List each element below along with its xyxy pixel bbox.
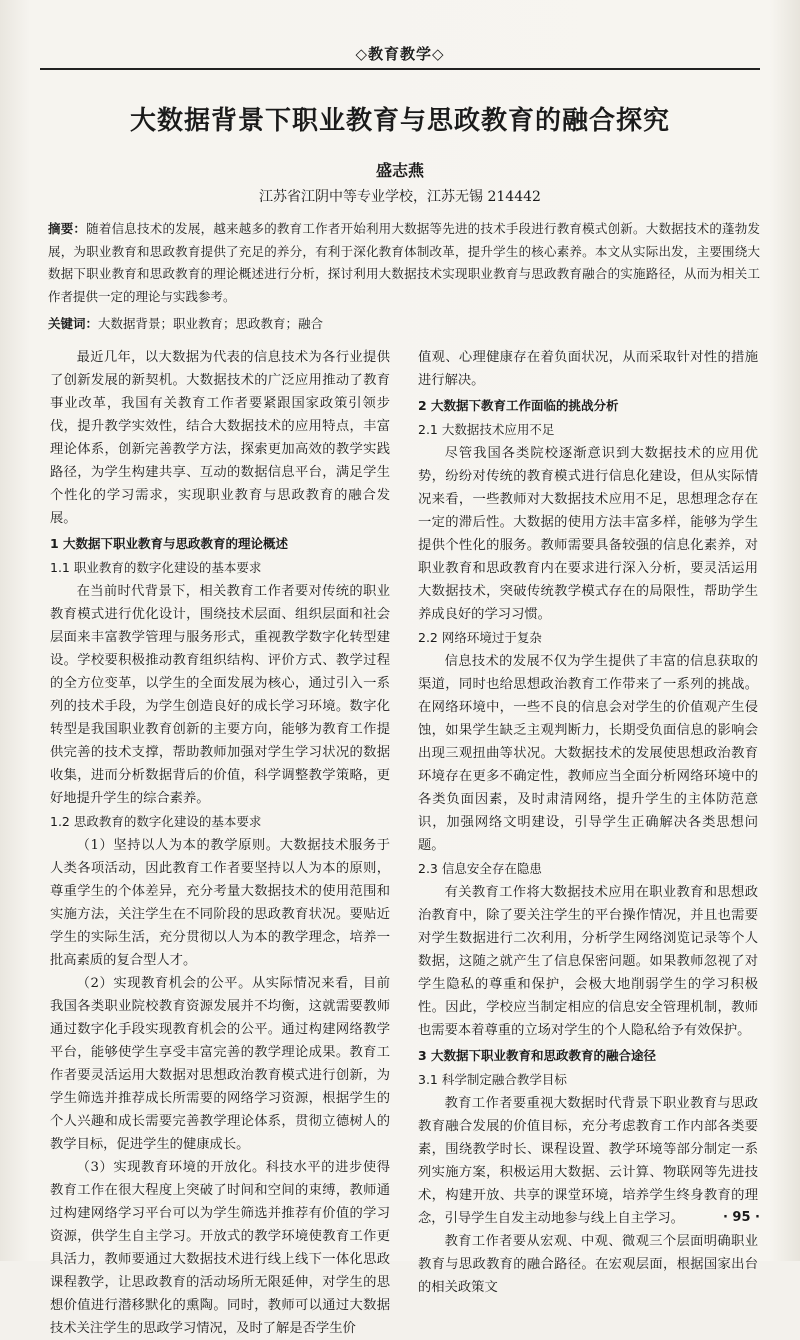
subsection-heading: 1.2 思政教育的数字化建设的基本要求	[50, 814, 262, 829]
section-heading: 1 大数据下职业教育与思政教育的理论概述	[50, 536, 289, 551]
section-header	[40, 40, 760, 70]
abstract-label: 摘要：	[48, 221, 87, 236]
paragraph: 在当前时代背景下，相关教育工作者要对传统的职业教育模式进行优化设计，围绕技术层面、组织层面和社会层面来丰富教学管理与服务形式，重视教学数字化转型建设。学校要积极推动教育组织结构、评价方式、教学过程的全方位变革，以学生的全面发展为核心，通过引入一系列的技术手段，为学生创造良好的成长学习环境。数字化转型是我国职业教育创新的主要方向，能够为教育工作提供完善的技术支撑，帮助教师加强对学生学习状况的数据收集，进而分析数据背后的价值，科学调整教学策略，更好地提升学生的综合素养。	[50, 584, 390, 806]
author-affiliation: 江苏省江阴中等专业学校，江苏无锡 214442	[259, 189, 541, 205]
abstract	[48, 218, 760, 308]
subsection-heading: 3.1 科学制定融合教学目标	[418, 1072, 567, 1087]
paragraph: 最近几年，以大数据为代表的信息技术为各行业提供了创新发展的新契机。大数据技术的广泛应用推动了教育事业改革，我国有关教育工作者要紧跟国家政策引领步伐，提升教学实效性，结合大数据技术的应用特点，丰富理论体系，创新完善教学方法，探索更加高效的教学实践路径，为学生构建共享、互动的数据信息平台，满足学生个性化的学习需求，实现职业教育与思政教育的融合发展。	[50, 350, 390, 526]
subsection-heading: 2.2 网络环境过于复杂	[418, 630, 542, 645]
subsection-heading: 1.1 职业教育的数字化建设的基本要求	[50, 560, 262, 575]
subsection-heading: 2.1 大数据技术应用不足	[418, 422, 555, 437]
paragraph: （3）实现教育环境的开放化。科技水平的进步使得教育工作在很大程度上突破了时间和空间的束缚，教师通过构建网络学习平台可以为学生筛选并推荐有价值的学习资源，供学生自主学习。开放式的教学环境使教育工作更具活力，教师要通过大数据技术进行线上线下一体化思政课程教学，让思政教育的活动场所无限延伸，对学生的思想价值进行潜移默化的熏陶。同时，教师可以通过大数据技术关注学生的思政学习情况，及时了解是否学生价	[50, 1160, 390, 1336]
keywords-label: 关键词：	[48, 316, 99, 331]
paragraph: 教育工作者要重视大数据时代背景下职业教育与思政教育融合发展的价值目标，充分考虑教育工作内部各类要素，围绕教学时长、课程设置、教学环境等部分制定一系列实施方案，积极运用大数据、云计算、物联网等先进技术，构建开放、共享的课堂环境，培养学生终身教育的理念，引导学生自发主动地参与线上自主学习。	[418, 1096, 758, 1226]
section-heading: 3 大数据下职业教育和思政教育的融合途径	[418, 1048, 657, 1063]
keywords	[48, 314, 760, 334]
subsection-heading: 2.3 信息安全存在隐患	[418, 861, 542, 876]
paragraph: 值观、心理健康存在着负面状况，从而采取针对性的措施进行解决。	[418, 350, 758, 388]
paragraph: 尽管我国各类院校逐渐意识到大数据技术的应用优势，纷纷对传统的教育模式进行信息化建设，但从实际情况来看，一些教师对大数据技术应用不足，思想理念存在一定的滞后性。大数据的使用方法丰富多样，能够为学生提供个性化的服务。教师需要具备较强的信息化素养，对职业教育和思政教育内在要求进行深入分析，要灵活运用大数据技术，突破传统教学模式存在的局限性，帮助学生养成良好的学习习惯。	[418, 446, 758, 622]
paragraph: 有关教育工作将大数据技术应用在职业教育和思想政治教育中，除了要关注学生的平台操作情况，并且也需要对学生数据进行二次利用，分析学生网络浏览记录等个人数据，这随之就产生了信息保密问题。如果教师忽视了对学生隐私的尊重和保护，会极大地削弱学生的学习积极性。因此，学校应当制定相应的信息安全管理机制，教师也需要本着尊重的立场对学生的个人隐私给予有效保护。	[418, 885, 758, 1038]
left-column	[50, 346, 390, 1336]
paragraph: 信息技术的发展不仅为学生提供了丰富的信息获取的渠道，同时也给思想政治教育工作带来了一系列的挑战。在网络环境中，一些不良的信息会对学生的价值观产生侵蚀，如果学生缺乏主观判断力，长期受负面信息的影响会出现三观扭曲等状况。大数据技术的发展使思想政治教育环境存在更多不确定性，教师应当全面分析网络环境中的各类负面因素，及时肃清网络，提升学生的主体防范意识，加强网络文明建设，引导学生正确解决各类思想问题。	[418, 654, 758, 853]
abstract-text: 随着信息技术的发展，越来越多的教育工作者开始利用大数据等先进的技术手段进行教育模式创新。大数据技术的蓬勃发展，为职业教育和思政教育提供了充足的养分，有利于深化教育体制改革，提升学生的核心素养。本文从实际出发，主要围绕大数据下职业教育和思政教育的理论概述进行分析，探讨利用大数据技术实现职业教育与思政教育融合的实施路径，从而为相关工作者提供一定的理论与实践参考。	[48, 221, 760, 304]
paragraph: （1）坚持以人为本的教学原则。大数据技术服务于人类各项活动，因此教育工作者要坚持以人为本的原则，尊重学生的个体差异，充分考量大数据技术的使用范围和实施方法，关注学生在不同阶段的思政教育状况。要贴近学生的实际生活，充分贯彻以人为本的教学理念，培养一批高素质的复合型人才。	[50, 838, 390, 968]
paragraph: （2）实现教育机会的公平。从实际情况来看，目前我国各类职业院校教育资源发展并不均衡，这就需要教师通过数字化手段实现教育机会的公平。通过构建网络教学平台，能够使学生享受丰富完善的教学理论成果。教育工作者要灵活运用大数据对思想政治教育模式进行创新，为学生筛选并推荐成长所需要的网络学习资源，根据学生的个人兴趣和成长需要完善教学理论体系，贯彻立德树人的教学目标，促进学生的健康成长。	[50, 976, 390, 1152]
section-label: ◇教育教学◇	[355, 45, 445, 63]
article-title: 大数据背景下职业教育与思政教育的融合探究	[129, 106, 670, 136]
page-number: · 95 ·	[722, 1210, 760, 1225]
right-column	[418, 346, 758, 1295]
author-name: 盛志燕	[375, 161, 424, 180]
paragraph: 教育工作者要从宏观、中观、微观三个层面明确职业教育与思政教育的融合路径。在宏观层面，根据国家出台的相关政策文	[418, 1234, 758, 1295]
keywords-text: 大数据背景；职业教育；思政教育；融合	[98, 316, 324, 331]
section-heading: 2 大数据下教育工作面临的挑战分析	[418, 398, 619, 413]
